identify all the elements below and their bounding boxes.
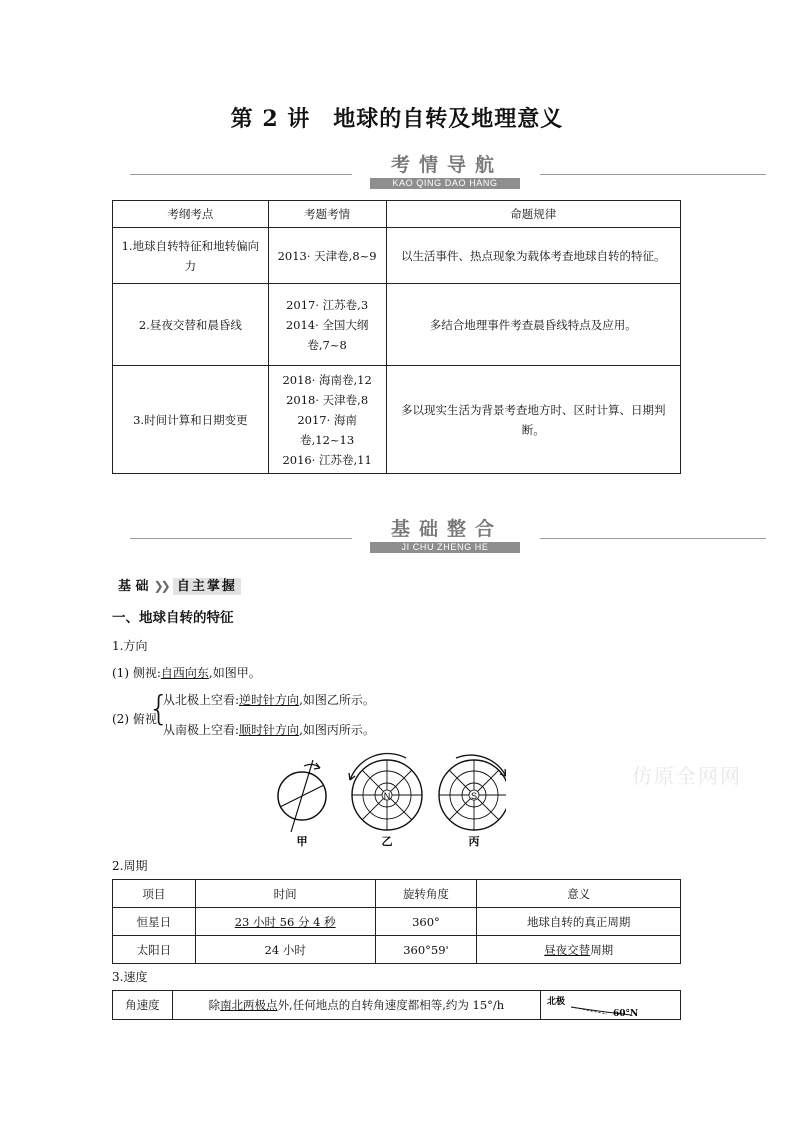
answer-blank: 23 小时 56 分 4 秒 bbox=[234, 914, 336, 929]
exam-rule: 以生活事件、热点现象为载体考查地球自转的特征。 bbox=[386, 228, 680, 284]
answer-blank: 昼夜交替 bbox=[544, 942, 591, 957]
exam-point: 1.地球自转特征和地转偏向力 bbox=[113, 228, 269, 284]
speed-label: 角速度 bbox=[113, 991, 173, 1020]
table-row bbox=[113, 936, 681, 964]
period-meaning: 昼夜交替周期 bbox=[477, 936, 681, 964]
exam-source: 2018· 海南卷,12 bbox=[282, 372, 372, 387]
figure-label-jia: 甲 bbox=[296, 835, 308, 848]
banner-heading: 基础整合 bbox=[390, 518, 503, 540]
period-time bbox=[195, 908, 375, 936]
exam-source: 2016· 江苏卷,11 bbox=[282, 452, 372, 467]
banner-rule-left bbox=[130, 174, 352, 175]
speed-figure-cell bbox=[540, 991, 680, 1020]
banner-heading: 考情导航 bbox=[390, 154, 503, 176]
section-tag-left: 基 础 bbox=[118, 579, 149, 594]
south-view-line: 从南极上空看:顺时针方向,如图丙所示。 bbox=[163, 723, 375, 737]
exam-rule: 多结合地理事件考查晨昏线特点及应用。 bbox=[386, 284, 680, 366]
table-row bbox=[113, 991, 681, 1020]
column-header: 项目 bbox=[113, 880, 196, 908]
period-angle: 360°59' bbox=[375, 936, 477, 964]
period-meaning: 地球自转的真正周期 bbox=[477, 908, 681, 936]
exam-sources bbox=[268, 366, 386, 474]
period-item: 太阳日 bbox=[113, 936, 196, 964]
figure-label-bing: 丙 bbox=[468, 835, 480, 848]
answer-blank: 顺时针方向 bbox=[239, 723, 300, 737]
period-table bbox=[112, 879, 681, 964]
exam-point: 2.昼夜交替和晨昏线 bbox=[113, 284, 269, 366]
banner-rule-right bbox=[540, 174, 766, 175]
exam-rule: 多以现实生活为背景考查地方时、区时计算、日期判断。 bbox=[386, 366, 680, 474]
column-header: 考题考情 bbox=[268, 201, 386, 228]
heading-speed: 3.速度 bbox=[112, 970, 148, 984]
speed-table bbox=[112, 990, 681, 1020]
banner-subtitle: JI CHU ZHENG HE bbox=[370, 542, 520, 553]
pole-label-n: N bbox=[383, 791, 391, 801]
table-row bbox=[113, 908, 681, 936]
rotation-figures bbox=[266, 752, 506, 852]
column-header: 考纲考点 bbox=[113, 201, 269, 228]
latitude-label: 60°N bbox=[612, 1009, 639, 1019]
table-row bbox=[113, 228, 681, 284]
globe-side-view bbox=[278, 760, 326, 832]
period-time: 24 小时 bbox=[195, 936, 375, 964]
brace-icon: { bbox=[148, 689, 170, 729]
north-pole-label: 北极 bbox=[546, 997, 565, 1007]
heading-period: 2.周期 bbox=[112, 859, 148, 873]
section-tag bbox=[118, 575, 241, 594]
double-arrow-icon: ❯❯ bbox=[153, 579, 168, 593]
latitude-figure bbox=[541, 991, 680, 1019]
pole-label-s: S bbox=[470, 791, 478, 801]
section-tag-right: 自主掌握 bbox=[173, 578, 241, 595]
period-item: 恒星日 bbox=[113, 908, 196, 936]
exam-source: 2018· 天津卷,8 bbox=[286, 392, 369, 407]
table-row bbox=[113, 366, 681, 474]
answer-blank: 南北两极点 bbox=[220, 998, 278, 1012]
column-header: 旋转角度 bbox=[375, 880, 477, 908]
answer-blank: 自西向东 bbox=[160, 666, 209, 680]
column-header: 意义 bbox=[477, 880, 681, 908]
exam-source: 2017· 海南卷,12~13 bbox=[297, 412, 357, 447]
exam-sources bbox=[268, 284, 386, 366]
column-header: 命题规律 bbox=[386, 201, 680, 228]
column-header: 时间 bbox=[195, 880, 375, 908]
period-angle: 360° bbox=[375, 908, 477, 936]
exam-table bbox=[112, 200, 681, 474]
north-view-line: 从北极上空看:逆时针方向,如图乙所示。 bbox=[163, 693, 375, 707]
top-view-prefix: (2) 俯视 bbox=[112, 712, 157, 726]
exam-source: 2014· 全国大纲卷,7~8 bbox=[285, 317, 369, 352]
banner-rule-left bbox=[130, 538, 352, 539]
exam-source: 2017· 江苏卷,3 bbox=[286, 297, 369, 312]
banner-subtitle: KAO QING DAO HANG bbox=[370, 178, 520, 189]
side-view-line: (1) 侧视:自西向东,如图甲。 bbox=[112, 666, 261, 680]
table-row bbox=[113, 284, 681, 366]
speed-description: 除南北两极点外,任何地点的自转角速度都相等,约为 15°/h bbox=[172, 991, 540, 1020]
exam-point: 3.时间计算和日期变更 bbox=[113, 366, 269, 474]
watermark: 仿原全网网 bbox=[632, 764, 742, 788]
answer-blank: 逆时针方向 bbox=[239, 693, 300, 707]
figure-label-yi: 乙 bbox=[381, 835, 393, 848]
heading-direction: 1.方向 bbox=[112, 639, 148, 653]
exam-source: 2013· 天津卷,8~9 bbox=[268, 228, 386, 284]
heading-rotation-features: 一、地球自转的特征 bbox=[112, 610, 234, 626]
banner-rule-right bbox=[540, 538, 766, 539]
page-title: 第 2 讲 地球的自转及地理意义 bbox=[230, 106, 564, 132]
